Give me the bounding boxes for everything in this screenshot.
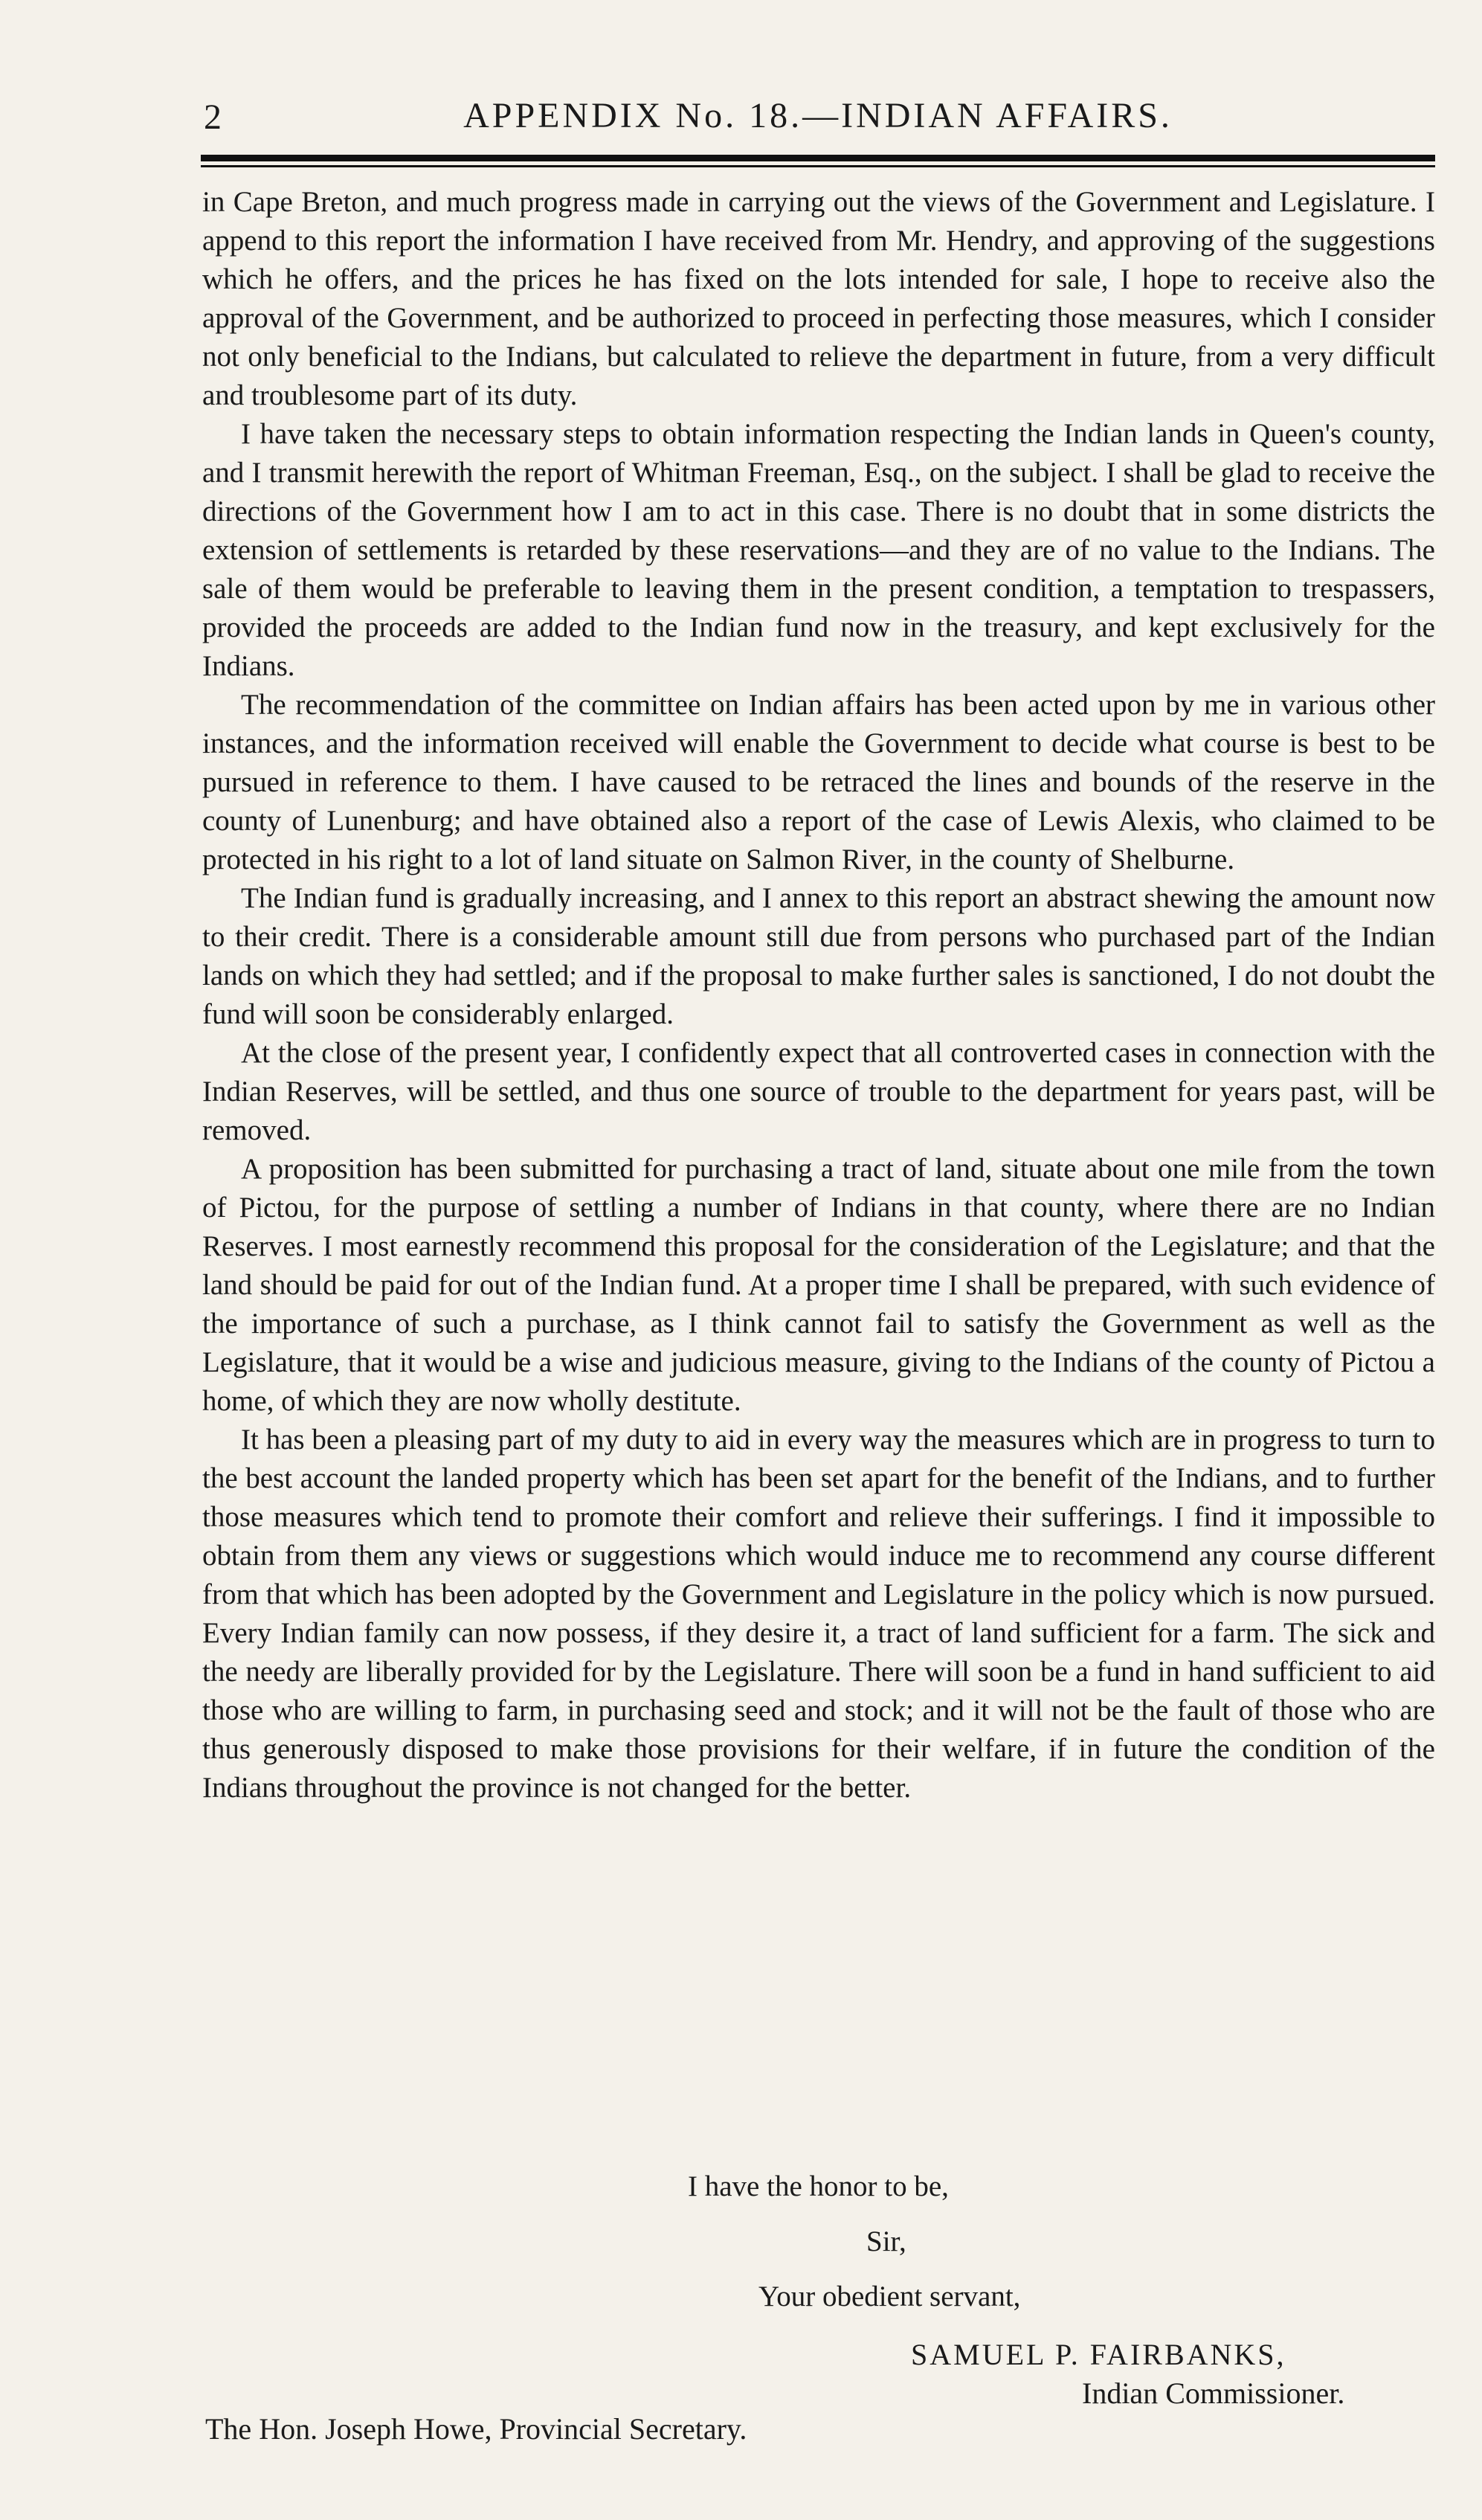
paragraph: It has been a pleasing part of my duty to aid in every way the measures which are in progress to turn to the best account the landed property which has been set apart for the benefit of the Indians, and to further those measures which tend to promote their comfort and relieve their sufferings. I find it impossible to obtain from them any views or suggestions which would induce me to recommend any course different from that which has been adopted by the Government and Legislature in the policy which is now pursued. Every Indian family can now possess, if they desire it, a tract of land sufficient for a farm. The sick and the needy are liberally provided for by the Legislature. There will soon be a fund in hand sufficient to aid those who are willing to farm, in purchasing seed and stock; and it will not be the fault of those who are thus generously disposed to make those provisions for their welfare, if in future the condition of the Indians throughout the province is not changed for the better.: [202, 1424, 1435, 1804]
header-rule-thin: [201, 165, 1435, 167]
paragraph-continued: in Cape Breton, and much progress made in carrying out the views of the Government and Legislature. I append to this report the information I have received from Mr. Hendry, and approving of the suggestions which he offers, and the prices he has fixed on the lots intended for sale, I hope to receive also the approval of the Government, and be authorized to proceed in perfecting those measures, which I consider not only beneficial to the Indians, but calculated to relieve the department in future, from a very difficult and troublesome part of its duty.: [202, 186, 1435, 411]
signer-name: SAMUEL P. FAIRBANKS,: [911, 2338, 1286, 2371]
closing-honor-line: I have the honor to be,: [688, 2170, 949, 2202]
signer-title: Indian Commissioner.: [1082, 2376, 1345, 2410]
addressee: The Hon. Joseph Howe, Provincial Secretary.: [205, 2412, 747, 2446]
paragraph: The Indian fund is gradually increasing, and I annex to this report an abstract shewing the amount now to their credit. There is a considerable amount still due from persons who purchased part of the Indian lands on which they had settled; and if the proposal to make further sales is sanctioned, I do not doubt the fund will soon be considerably enlarged.: [202, 882, 1435, 1030]
closing-salutation: Sir,: [866, 2225, 906, 2257]
page-header: [201, 88, 1435, 147]
paragraph: The recommendation of the committee on Indian affairs has been acted upon by me in various other instances, and the information received will enable the Government to decide what course is best to be pursued in reference to them. I have caused to be retraced the lines and bounds of the reserve in the county of Lunenburg; and have obtained also a report of the case of Lewis Alexis, who claimed to be protected in his right to a lot of land situate on Salmon River, in the county of Shelburne.: [202, 689, 1435, 875]
paragraph: A proposition has been submitted for purchasing a tract of land, situate about one mile from the town of Pictou, for the purpose of settling a number of Indians in that county, where there are no Indian Reserves. I most earnestly recommend this proposal for the consideration of the Legislature; and that the land should be paid for out of the Indian fund. At a proper time I shall be prepared, with such evidence of the importance of such a purchase, as I think cannot fail to satisfy the Government as well as the Legislature, that it would be a wise and judicious measure, giving to the Indians of the county of Pictou a home, of which they are now wholly destitute.: [202, 1153, 1435, 1417]
running-title: APPENDIX No. 18.—INDIAN AFFAIRS.: [463, 96, 1173, 135]
header-rule-thick: [201, 155, 1435, 161]
closing-servant-line: Your obedient servant,: [758, 2280, 1021, 2312]
paragraph: I have taken the necessary steps to obtain information respecting the Indian lands in Queen's county, and I transmit herewith the report of Whitman Freeman, Esq., on the subject. I shall be glad to receive the directions of the Government how I am to act in this case. There is no doubt that in some districts the extension of settlements is retarded by these reservations—and they are of no value to the Indians. The sale of them would be preferable to leaving them in the present condition, a temptation to trespassers, provided the proceeds are added to the Indian fund now in the treasury, and kept exclusively for the Indians.: [202, 418, 1435, 682]
report-body: [202, 183, 1435, 1807]
paragraph: At the close of the present year, I confidently expect that all controverted cases in connection with the Indian Reserves, will be settled, and thus one source of trouble to the department for years past, will be removed.: [202, 1037, 1435, 1146]
page-number: 2: [204, 97, 222, 137]
